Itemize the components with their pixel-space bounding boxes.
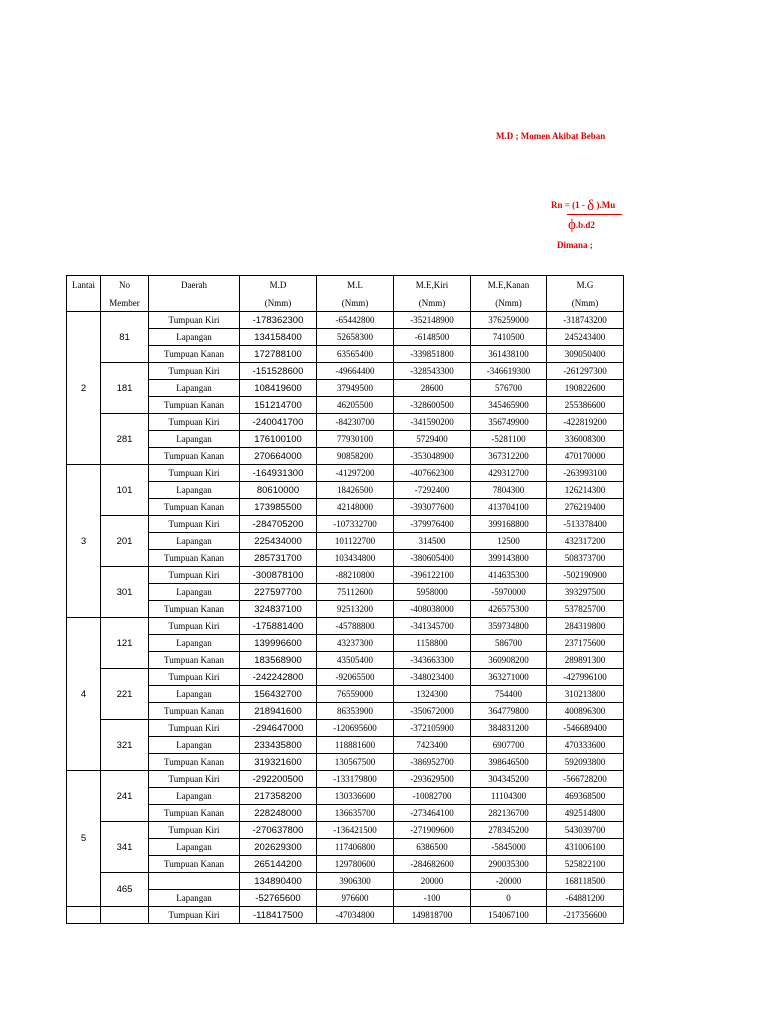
me-kiri-cell: -353048900 (394, 448, 471, 465)
md-cell: 173985500 (240, 499, 317, 516)
table-row (67, 346, 624, 363)
me-kanan-cell: 399168800 (471, 516, 547, 533)
me-kanan-cell: 426575300 (471, 601, 547, 618)
header-md-unit: (Nmm) (240, 294, 317, 312)
mg-cell: 431006100 (547, 839, 624, 856)
mg-cell: -263993100 (547, 465, 624, 482)
mg-cell: 309050400 (547, 346, 624, 363)
ml-cell: -136421500 (317, 822, 394, 839)
me-kiri-cell: -396122100 (394, 567, 471, 584)
table-row (67, 822, 624, 839)
mg-cell: -513378400 (547, 516, 624, 533)
mg-cell: 393297500 (547, 584, 624, 601)
md-cell: 227597700 (240, 584, 317, 601)
header-mg: M.G (547, 276, 624, 295)
mg-cell: 168118500 (547, 873, 624, 890)
mg-cell: 237175600 (547, 635, 624, 652)
md-cell: 202629300 (240, 839, 317, 856)
table-row (67, 482, 624, 499)
md-cell: 233435800 (240, 737, 317, 754)
me-kanan-cell: 0 (471, 890, 547, 907)
me-kiri-cell: 7423400 (394, 737, 471, 754)
md-cell: -118417500 (240, 907, 317, 924)
momen-beban-note: M.D ; Momen Akibat Beban (496, 131, 606, 141)
header-daerah: Daerah (149, 276, 240, 295)
md-cell: -52765600 (240, 890, 317, 907)
fraction-bar (567, 214, 622, 215)
table-row (67, 380, 624, 397)
daerah-cell: Tumpuan Kiri (149, 771, 240, 788)
md-cell: 228248000 (240, 805, 317, 822)
me-kanan-cell: 7804300 (471, 482, 547, 499)
lantai-cell: 2 (67, 312, 101, 465)
md-cell: 80610000 (240, 482, 317, 499)
mg-cell: 592093800 (547, 754, 624, 771)
daerah-cell: Lapangan (149, 584, 240, 601)
mg-cell: -261297300 (547, 363, 624, 380)
md-cell: 183568900 (240, 652, 317, 669)
mg-cell: -566728200 (547, 771, 624, 788)
mg-cell: 525822100 (547, 856, 624, 873)
daerah-cell: Tumpuan Kiri (149, 669, 240, 686)
member-cell: 201 (101, 516, 149, 567)
mg-cell: 537825700 (547, 601, 624, 618)
me-kanan-cell: 364779800 (471, 703, 547, 720)
daerah-cell: Lapangan (149, 482, 240, 499)
me-kanan-cell: 304345200 (471, 771, 547, 788)
header-me-kiri: M.E,Kiri (394, 276, 471, 295)
daerah-cell: Tumpuan Kiri (149, 567, 240, 584)
header-daerah-blank (149, 294, 240, 312)
daerah-cell: Tumpuan Kanan (149, 550, 240, 567)
member-cell: 301 (101, 567, 149, 618)
lantai-cell: 3 (67, 465, 101, 618)
me-kanan-cell: -5845000 (471, 839, 547, 856)
me-kiri-cell: -339851800 (394, 346, 471, 363)
table-row (67, 601, 624, 618)
header-me-kanan-unit: (Nmm) (471, 294, 547, 312)
mg-cell: 543039700 (547, 822, 624, 839)
header-mg-unit: (Nmm) (547, 294, 624, 312)
me-kanan-cell: 11104300 (471, 788, 547, 805)
daerah-cell (149, 873, 240, 890)
table-row (67, 771, 624, 788)
ml-cell: 52658300 (317, 329, 394, 346)
ml-cell: 103434800 (317, 550, 394, 567)
me-kiri-cell: 1158800 (394, 635, 471, 652)
me-kanan-cell: 12500 (471, 533, 547, 550)
formula-numerator: Rn = (1 - δ ).Mu (551, 198, 616, 214)
md-cell: 218941600 (240, 703, 317, 720)
me-kanan-cell: 586700 (471, 635, 547, 652)
me-kanan-cell: -20000 (471, 873, 547, 890)
ml-cell: -45788800 (317, 618, 394, 635)
md-cell: -242242800 (240, 669, 317, 686)
md-cell: -240041700 (240, 414, 317, 431)
me-kanan-cell: 290035300 (471, 856, 547, 873)
daerah-cell: Tumpuan Kiri (149, 465, 240, 482)
table-body (67, 312, 624, 924)
me-kanan-cell: 6907700 (471, 737, 547, 754)
md-cell: -178362300 (240, 312, 317, 329)
me-kiri-cell: -100 (394, 890, 471, 907)
ml-cell: 90858200 (317, 448, 394, 465)
md-cell: 270664000 (240, 448, 317, 465)
ml-cell: -47034800 (317, 907, 394, 924)
ml-cell: -107332700 (317, 516, 394, 533)
header-ml: M.L (317, 276, 394, 295)
me-kiri-cell: -408038000 (394, 601, 471, 618)
me-kiri-cell: -372105900 (394, 720, 471, 737)
mg-cell: 245243400 (547, 329, 624, 346)
daerah-cell: Tumpuan Kiri (149, 312, 240, 329)
table-row (67, 754, 624, 771)
ml-cell: 43237300 (317, 635, 394, 652)
md-cell: 108419600 (240, 380, 317, 397)
table-row (67, 890, 624, 907)
ml-cell: 75112600 (317, 584, 394, 601)
me-kanan-cell: 376259000 (471, 312, 547, 329)
me-kiri-cell: -348023400 (394, 669, 471, 686)
table-row (67, 414, 624, 431)
ml-cell: -41297200 (317, 465, 394, 482)
ml-cell: -88210800 (317, 567, 394, 584)
md-cell: -300878100 (240, 567, 317, 584)
md-cell: 319321600 (240, 754, 317, 771)
me-kanan-cell: 361438100 (471, 346, 547, 363)
me-kiri-cell: -328600500 (394, 397, 471, 414)
ml-cell: 92513200 (317, 601, 394, 618)
me-kiri-cell: 5958000 (394, 584, 471, 601)
me-kiri-cell: -328543300 (394, 363, 471, 380)
member-cell: 181 (101, 363, 149, 414)
me-kanan-cell: -5970000 (471, 584, 547, 601)
me-kanan-cell: 429312700 (471, 465, 547, 482)
daerah-cell: Tumpuan Kiri (149, 516, 240, 533)
daerah-cell: Lapangan (149, 329, 240, 346)
header-lantai: Lantai (67, 276, 101, 295)
table-row (67, 839, 624, 856)
table-row (67, 465, 624, 482)
daerah-cell: Lapangan (149, 686, 240, 703)
md-cell: -292200500 (240, 771, 317, 788)
mg-cell: 190822600 (547, 380, 624, 397)
md-cell: -164931300 (240, 465, 317, 482)
lantai-cell: 4 (67, 618, 101, 771)
ml-cell: 101122700 (317, 533, 394, 550)
me-kiri-cell: -7292400 (394, 482, 471, 499)
me-kiri-cell: -393077600 (394, 499, 471, 516)
table-row (67, 533, 624, 550)
me-kanan-cell: 399143800 (471, 550, 547, 567)
member-cell: 241 (101, 771, 149, 822)
me-kiri-cell: -341345700 (394, 618, 471, 635)
md-cell: 151214700 (240, 397, 317, 414)
member-cell: 281 (101, 414, 149, 465)
md-cell: -175881400 (240, 618, 317, 635)
daerah-cell: Tumpuan Kanan (149, 448, 240, 465)
mg-cell: 432317200 (547, 533, 624, 550)
table-row (67, 329, 624, 346)
me-kiri-cell: 149818700 (394, 907, 471, 924)
daerah-cell: Tumpuan Kanan (149, 346, 240, 363)
mg-cell: -502190900 (547, 567, 624, 584)
table-row (67, 873, 624, 890)
me-kiri-cell: 314500 (394, 533, 471, 550)
daerah-cell: Lapangan (149, 839, 240, 856)
table-row (67, 397, 624, 414)
header-ml-unit: (Nmm) (317, 294, 394, 312)
daerah-cell: Tumpuan Kanan (149, 397, 240, 414)
me-kiri-cell: -379976400 (394, 516, 471, 533)
daerah-cell: Lapangan (149, 380, 240, 397)
mg-cell: 289891300 (547, 652, 624, 669)
ml-cell: 130567500 (317, 754, 394, 771)
me-kanan-cell: 414635300 (471, 567, 547, 584)
me-kanan-cell: 278345200 (471, 822, 547, 839)
me-kiri-cell: -284682600 (394, 856, 471, 873)
ml-cell: 77930100 (317, 431, 394, 448)
daerah-cell: Tumpuan Kanan (149, 805, 240, 822)
header-lantai-blank (67, 294, 101, 312)
table-row (67, 686, 624, 703)
me-kiri-cell: -343663300 (394, 652, 471, 669)
ml-cell: -120695600 (317, 720, 394, 737)
daerah-cell: Tumpuan Kiri (149, 822, 240, 839)
me-kanan-cell: 384831200 (471, 720, 547, 737)
daerah-cell: Tumpuan Kanan (149, 499, 240, 516)
me-kiri-cell: -10082700 (394, 788, 471, 805)
daerah-cell: Lapangan (149, 890, 240, 907)
md-cell: 324837100 (240, 601, 317, 618)
daerah-cell: Lapangan (149, 533, 240, 550)
ml-cell: -133179800 (317, 771, 394, 788)
daerah-cell: Tumpuan Kanan (149, 703, 240, 720)
header-me-kanan: M.E,Kanan (471, 276, 547, 295)
lantai-cell (67, 907, 101, 924)
ml-cell: 136635700 (317, 805, 394, 822)
me-kanan-cell: -5281100 (471, 431, 547, 448)
delta-symbol: δ (587, 198, 595, 214)
member-cell: 221 (101, 669, 149, 720)
me-kanan-cell: 7410500 (471, 329, 547, 346)
member-cell: 101 (101, 465, 149, 516)
member-cell: 465 (101, 873, 149, 907)
member-cell: 341 (101, 822, 149, 873)
ml-cell: 976600 (317, 890, 394, 907)
me-kanan-cell: 398646500 (471, 754, 547, 771)
mg-cell: 492514800 (547, 805, 624, 822)
lantai-cell: 5 (67, 771, 101, 907)
me-kiri-cell: -380605400 (394, 550, 471, 567)
member-cell: 321 (101, 720, 149, 771)
mg-cell: -217356600 (547, 907, 624, 924)
md-cell: 139996600 (240, 635, 317, 652)
mg-cell: -318743200 (547, 312, 624, 329)
me-kiri-cell: -341590200 (394, 414, 471, 431)
ml-cell: 86353900 (317, 703, 394, 720)
mg-cell: -64881200 (547, 890, 624, 907)
me-kiri-cell: -6148500 (394, 329, 471, 346)
ml-cell: 130336600 (317, 788, 394, 805)
table-row (67, 550, 624, 567)
md-cell: 217358200 (240, 788, 317, 805)
md-cell: 134158400 (240, 329, 317, 346)
me-kanan-cell: 367312200 (471, 448, 547, 465)
table-row (67, 567, 624, 584)
ml-cell: 37949500 (317, 380, 394, 397)
me-kanan-cell: 154067100 (471, 907, 547, 924)
me-kiri-cell: 5729400 (394, 431, 471, 448)
ml-cell: 76559000 (317, 686, 394, 703)
mg-cell: -546689400 (547, 720, 624, 737)
header-me-kiri-unit: (Nmm) (394, 294, 471, 312)
table-row (67, 856, 624, 873)
ml-cell: -92065500 (317, 669, 394, 686)
mg-cell: 284319800 (547, 618, 624, 635)
me-kanan-cell: -346619300 (471, 363, 547, 380)
mg-cell: 469368500 (547, 788, 624, 805)
mg-cell: -427996100 (547, 669, 624, 686)
table-row (67, 431, 624, 448)
md-cell: 134890400 (240, 873, 317, 890)
mg-cell: 276219400 (547, 499, 624, 516)
me-kiri-cell: -273464100 (394, 805, 471, 822)
table-row (67, 788, 624, 805)
member-cell (101, 907, 149, 924)
table-row (67, 805, 624, 822)
table-row (67, 312, 624, 329)
me-kanan-cell: 282136700 (471, 805, 547, 822)
ml-cell: -84230700 (317, 414, 394, 431)
daerah-cell: Tumpuan Kiri (149, 907, 240, 924)
me-kiri-cell: 28600 (394, 380, 471, 397)
daerah-cell: Tumpuan Kiri (149, 720, 240, 737)
ml-cell: 43505400 (317, 652, 394, 669)
table-row (67, 907, 624, 924)
md-cell: 265144200 (240, 856, 317, 873)
me-kiri-cell: 6386500 (394, 839, 471, 856)
me-kanan-cell: 363271000 (471, 669, 547, 686)
table-row (67, 652, 624, 669)
table-row (67, 516, 624, 533)
table-row (67, 669, 624, 686)
daerah-cell: Lapangan (149, 431, 240, 448)
me-kanan-cell: 754400 (471, 686, 547, 703)
moment-table (66, 275, 624, 924)
mg-cell: 126214300 (547, 482, 624, 499)
md-cell: -294647000 (240, 720, 317, 737)
me-kanan-cell: 359734800 (471, 618, 547, 635)
me-kiri-cell: -407662300 (394, 465, 471, 482)
ml-cell: 3906300 (317, 873, 394, 890)
md-cell: 172788100 (240, 346, 317, 363)
daerah-cell: Lapangan (149, 635, 240, 652)
md-cell: 285731700 (240, 550, 317, 567)
dimana-label: Dimana ; (557, 240, 593, 250)
mg-cell: 255386600 (547, 397, 624, 414)
me-kiri-cell: 1324300 (394, 686, 471, 703)
me-kanan-cell: 576700 (471, 380, 547, 397)
daerah-cell: Tumpuan Kanan (149, 601, 240, 618)
ml-cell: 117406800 (317, 839, 394, 856)
md-cell: 176100100 (240, 431, 317, 448)
table-row (67, 737, 624, 754)
ml-cell: 46205500 (317, 397, 394, 414)
md-cell: 225434000 (240, 533, 317, 550)
md-cell: -151528600 (240, 363, 317, 380)
me-kiri-cell: -293629500 (394, 771, 471, 788)
phi-symbol: ϕ (568, 217, 576, 233)
me-kanan-cell: 413704100 (471, 499, 547, 516)
md-cell: 156432700 (240, 686, 317, 703)
mg-cell: 470333600 (547, 737, 624, 754)
daerah-cell: Tumpuan Kanan (149, 856, 240, 873)
ml-cell: 42148000 (317, 499, 394, 516)
me-kiri-cell: -271909600 (394, 822, 471, 839)
mg-cell: 400896300 (547, 703, 624, 720)
me-kiri-cell: -352148900 (394, 312, 471, 329)
mg-cell: -422819200 (547, 414, 624, 431)
table-row (67, 618, 624, 635)
table-row (67, 448, 624, 465)
me-kiri-cell: -350672000 (394, 703, 471, 720)
ml-cell: 63565400 (317, 346, 394, 363)
daerah-cell: Lapangan (149, 737, 240, 754)
table-row (67, 584, 624, 601)
table-row (67, 635, 624, 652)
md-cell: -284705200 (240, 516, 317, 533)
table-row (67, 363, 624, 380)
daerah-cell: Lapangan (149, 788, 240, 805)
daerah-cell: Tumpuan Kiri (149, 414, 240, 431)
daerah-cell: Tumpuan Kiri (149, 618, 240, 635)
me-kiri-cell: 20000 (394, 873, 471, 890)
header-no: No (101, 276, 149, 295)
header-member: Member (101, 294, 149, 312)
header-md: M.D (240, 276, 317, 295)
daerah-cell: Tumpuan Kanan (149, 754, 240, 771)
me-kanan-cell: 356749900 (471, 414, 547, 431)
mg-cell: 470170000 (547, 448, 624, 465)
mg-cell: 508373700 (547, 550, 624, 567)
ml-cell: -49664400 (317, 363, 394, 380)
table-row (67, 703, 624, 720)
ml-cell: 129780600 (317, 856, 394, 873)
member-cell: 81 (101, 312, 149, 363)
daerah-cell: Tumpuan Kanan (149, 652, 240, 669)
table-row (67, 499, 624, 516)
ml-cell: -65442800 (317, 312, 394, 329)
table-row (67, 720, 624, 737)
ml-cell: 118881600 (317, 737, 394, 754)
formula-denominator: ϕ.b.d2 (568, 217, 595, 233)
md-cell: -270637800 (240, 822, 317, 839)
member-cell: 121 (101, 618, 149, 669)
mg-cell: 310213800 (547, 686, 624, 703)
ml-cell: 18426500 (317, 482, 394, 499)
daerah-cell: Tumpuan Kiri (149, 363, 240, 380)
mg-cell: 336008300 (547, 431, 624, 448)
me-kanan-cell: 360908200 (471, 652, 547, 669)
me-kiri-cell: -386952700 (394, 754, 471, 771)
me-kanan-cell: 345465900 (471, 397, 547, 414)
